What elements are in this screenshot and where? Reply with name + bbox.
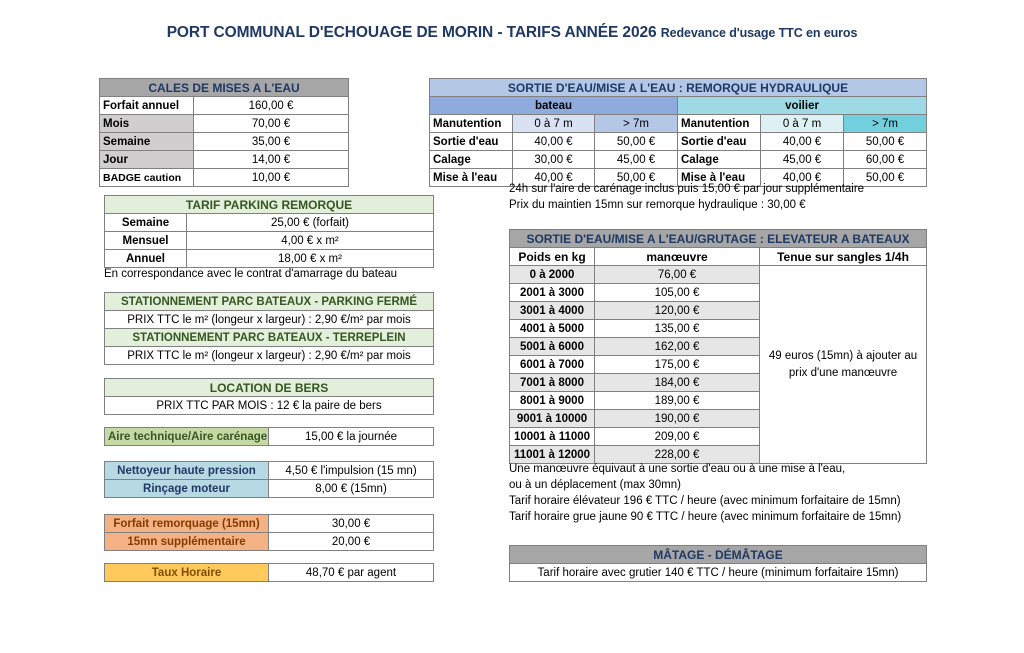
parking-remorque-row-label: Semaine (105, 214, 187, 232)
table-row (100, 169, 349, 187)
matage-value: Tarif horaire avec grutier 140 € TTC / heure (minimum forfaitaire 15mn) (510, 564, 927, 582)
elevateur-row-poids: 4001 à 5000 (510, 320, 595, 338)
page-title-subtitle: Redevance d'usage TTC en euros (660, 26, 858, 40)
table-row (510, 564, 927, 582)
table-header-row (100, 79, 349, 97)
bateau-manutention-header: Manutention (430, 115, 513, 133)
elevateur-col-poids: Poids en kg (510, 248, 595, 266)
group-voilier-label: voilier (678, 97, 927, 115)
table-row (105, 232, 434, 250)
note-line: Une manœuvre équivaut à une sortie d'eau ou à une mise à l'eau, (509, 463, 846, 475)
voilier-row-value-0a7: 45,00 € (761, 151, 844, 169)
table-row (105, 533, 434, 551)
elevateur-row-poids: 8001 à 9000 (510, 392, 595, 410)
table-row (105, 515, 434, 533)
aire-technique-value: 15,00 € la journée (269, 428, 434, 446)
elevateur-row-prix: 189,00 € (595, 392, 760, 410)
table-row (100, 115, 349, 133)
table-header-row (430, 79, 927, 97)
table-row (105, 250, 434, 268)
elevateur-row-prix: 135,00 € (595, 320, 760, 338)
table-header-row (510, 546, 927, 564)
parking-remorque-row-value: 4,00 € x m² (187, 232, 434, 250)
stationnement-terreplein-value: PRIX TTC le m² (longeur x largeur) : 2,90 €/m² par mois (105, 347, 434, 365)
elevateur-header: SORTIE D'EAU/MISE A L'EAU/GRUTAGE : ELEVATEUR A BATEAUX (510, 230, 927, 248)
elevateur-row-prix: 162,00 € (595, 338, 760, 356)
cales-row-value: 160,00 € (194, 97, 349, 115)
table-row (430, 151, 927, 169)
bateau-col-sup7m: > 7m (595, 115, 678, 133)
bateau-row-value-sup7: 45,00 € (595, 151, 678, 169)
elevateur-col-sangles: Tenue sur sangles 1/4h (760, 248, 927, 266)
bateau-row-value-sup7: 50,00 € (595, 133, 678, 151)
table-row (105, 311, 434, 329)
cales-row-label: BADGE caution (100, 169, 194, 187)
elevateur-row-poids: 0 à 2000 (510, 266, 595, 284)
forfait-remorquage-label: Forfait remorquage (15mn) (105, 515, 269, 533)
elevateur-sangles-value (760, 266, 927, 464)
table-header-row (105, 329, 434, 347)
voilier-row-value-0a7: 40,00 € (761, 133, 844, 151)
elevateur-row-poids: 3001 à 4000 (510, 302, 595, 320)
table-header-row (510, 230, 927, 248)
table-matage-dematage (509, 545, 927, 582)
table-subheader-row (510, 248, 927, 266)
parking-remorque-row-label: Annuel (105, 250, 187, 268)
note-line: ou à un déplacement (max 30mn) (509, 479, 681, 491)
table-row (105, 347, 434, 365)
nettoyeur-haute-pression-label: Nettoyeur haute pression (105, 462, 269, 480)
voilier-row-label: Mise à l'eau (678, 169, 761, 187)
bateau-row-value-0a7: 40,00 € (513, 169, 595, 187)
matage-header: MÂTAGE - DÉMÂTAGE (510, 546, 927, 564)
elevateur-row-prix: 120,00 € (595, 302, 760, 320)
note-line: Tarif horaire grue jaune 90 € TTC / heure (avec minimum forfaitaire de 15mn) (509, 511, 902, 523)
rincage-moteur-value: 8,00 € (15mn) (269, 480, 434, 498)
taux-horaire-label: Taux Horaire (105, 564, 269, 582)
elevateur-row-poids: 5001 à 6000 (510, 338, 595, 356)
cales-row-value: 70,00 € (194, 115, 349, 133)
page-title-main: PORT COMMUNAL D'ECHOUAGE DE MORIN - TARIFS ANNÉE 2026 (166, 24, 661, 41)
cales-row-value: 35,00 € (194, 133, 349, 151)
parking-remorque-header: TARIF PARKING REMORQUE (105, 196, 434, 214)
table-remorquage (104, 514, 434, 551)
table-elevateur-a-bateaux (509, 229, 927, 464)
bateau-row-label: Calage (430, 151, 513, 169)
parking-remorque-row-label: Mensuel (105, 232, 187, 250)
parking-remorque-row-value: 25,00 € (forfait) (187, 214, 434, 232)
table-group-row (430, 97, 927, 115)
table-nettoyage (104, 461, 434, 498)
elevateur-row-poids: 7001 à 8000 (510, 374, 595, 392)
bateau-row-value-0a7: 30,00 € (513, 151, 595, 169)
bers-header: LOCATION DE BERS (105, 379, 434, 397)
remorque-header: SORTIE D'EAU/MISE A L'EAU : REMORQUE HYDRAULIQUE (430, 79, 927, 97)
table-row (105, 564, 434, 582)
table-stationnement-parc-bateaux (104, 292, 434, 365)
supplement-15mn-label: 15mn supplémentaire (105, 533, 269, 551)
bateau-row-value-sup7: 50,00 € (595, 169, 678, 187)
rincage-moteur-label: Rinçage moteur (105, 480, 269, 498)
elevateur-row-prix: 105,00 € (595, 284, 760, 302)
bateau-row-label: Mise à l'eau (430, 169, 513, 187)
table-subheader-row (430, 115, 927, 133)
aire-technique-label: Aire technique/Aire carénage (105, 428, 269, 446)
cales-row-value: 10,00 € (194, 169, 349, 187)
voilier-row-value-sup7: 50,00 € (844, 133, 927, 151)
cales-header: CALES DE MISES A L'EAU (100, 79, 349, 97)
table-header-row (105, 379, 434, 397)
stationnement-terreplein-header: STATIONNEMENT PARC BATEAUX - TERREPLEIN (105, 329, 434, 347)
page-title (0, 24, 1024, 42)
table-row (105, 214, 434, 232)
elevateur-row-poids: 6001 à 7000 (510, 356, 595, 374)
parking-remorque-row-value: 18,00 € x m² (187, 250, 434, 268)
note-line: Prix du maintien 15mn sur remorque hydraulique : 30,00 € (509, 199, 806, 211)
voilier-row-value-0a7: 40,00 € (761, 169, 844, 187)
table-row (100, 133, 349, 151)
table-cales-mises-a-leau (99, 78, 349, 187)
voilier-manutention-header: Manutention (678, 115, 761, 133)
table-row (105, 397, 434, 415)
cales-row-label: Mois (100, 115, 194, 133)
table-taux-horaire (104, 563, 434, 582)
voilier-row-label: Sortie d'eau (678, 133, 761, 151)
table-location-de-bers (104, 378, 434, 415)
sangles-line-1: 49 euros (15mn) à ajouter au (768, 349, 918, 362)
parking-remorque-note: En correspondance avec le contrat d'amarrage du bateau (104, 268, 398, 280)
voilier-row-value-sup7: 60,00 € (844, 151, 927, 169)
elevateur-row-poids: 9001 à 10000 (510, 410, 595, 428)
taux-horaire-value: 48,70 € par agent (269, 564, 434, 582)
group-bateau-label: bateau (430, 97, 678, 115)
voilier-row-label: Calage (678, 151, 761, 169)
stationnement-parking-ferme-header: STATIONNEMENT PARC BATEAUX - PARKING FERMÉ (105, 293, 434, 311)
elevateur-row-prix: 175,00 € (595, 356, 760, 374)
elevateur-row-prix: 76,00 € (595, 266, 760, 284)
bateau-row-label: Sortie d'eau (430, 133, 513, 151)
note-line: 24h sur l'aire de carénage inclus puis 15,00 € par jour supplémentaire (509, 183, 865, 195)
stationnement-parking-ferme-value: PRIX TTC le m² (longeur x largeur) : 2,90 €/m² par mois (105, 311, 434, 329)
elevateur-row-prix: 228,00 € (595, 446, 760, 464)
table-row (100, 151, 349, 169)
table-row (430, 133, 927, 151)
supplement-15mn-value: 20,00 € (269, 533, 434, 551)
remorque-hydraulique-notes (509, 181, 864, 213)
voilier-col-0a7m: 0 à 7 m (761, 115, 844, 133)
table-row (105, 462, 434, 480)
elevateur-notes (509, 461, 901, 525)
elevateur-col-manoeuvre: manœuvre (595, 248, 760, 266)
table-row (105, 428, 434, 446)
forfait-remorquage-value: 30,00 € (269, 515, 434, 533)
voilier-col-sup7m: > 7m (844, 115, 927, 133)
voilier-row-value-sup7: 50,00 € (844, 169, 927, 187)
bateau-row-value-0a7: 40,00 € (513, 133, 595, 151)
cales-row-label: Forfait annuel (100, 97, 194, 115)
sangles-line-2: prix d'une manœuvre (788, 366, 898, 379)
table-header-row (105, 293, 434, 311)
bateau-col-0a7m: 0 à 7 m (513, 115, 595, 133)
cales-row-label: Jour (100, 151, 194, 169)
table-row (100, 97, 349, 115)
elevateur-row-poids: 2001 à 3000 (510, 284, 595, 302)
cales-row-value: 14,00 € (194, 151, 349, 169)
note-line: Tarif horaire élévateur 196 € TTC / heure (avec minimum forfaitaire de 15mn) (509, 495, 901, 507)
elevateur-row-poids: 11001 à 12000 (510, 446, 595, 464)
nettoyeur-haute-pression-value: 4,50 € l'impulsion (15 mn) (269, 462, 434, 480)
elevateur-row-poids: 10001 à 11000 (510, 428, 595, 446)
table-remorque-hydraulique (429, 78, 927, 187)
table-row (105, 480, 434, 498)
cales-row-label: Semaine (100, 133, 194, 151)
bers-value: PRIX TTC PAR MOIS : 12 € la paire de bers (105, 397, 434, 415)
table-row (510, 266, 927, 284)
table-aire-technique (104, 427, 434, 446)
elevateur-row-prix: 190,00 € (595, 410, 760, 428)
table-tarif-parking-remorque (104, 195, 434, 268)
table-header-row (105, 196, 434, 214)
elevateur-row-prix: 209,00 € (595, 428, 760, 446)
elevateur-row-prix: 184,00 € (595, 374, 760, 392)
